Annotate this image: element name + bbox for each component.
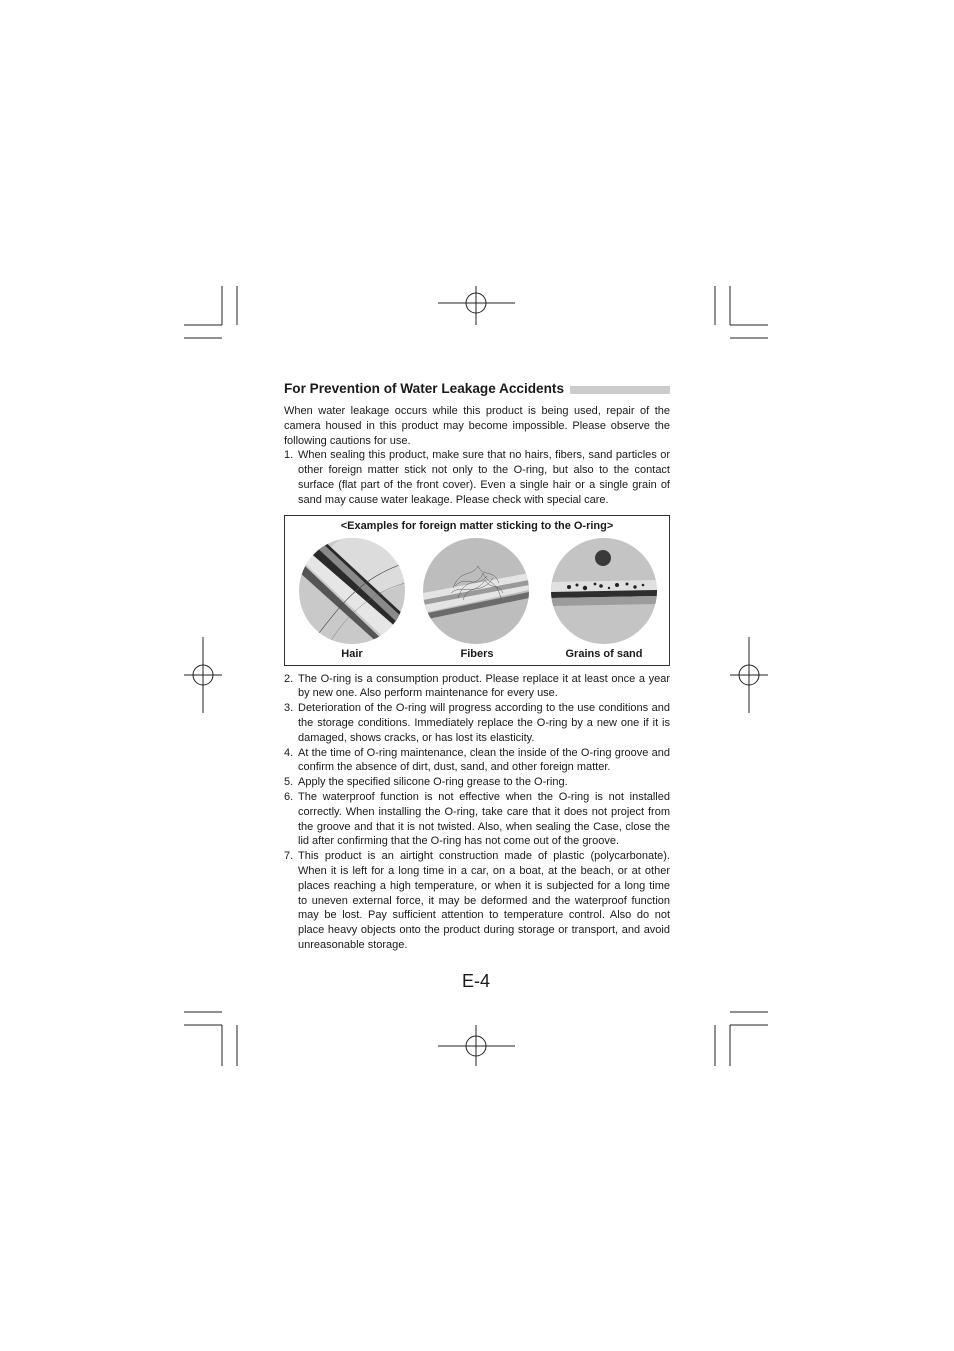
list-item: 6. The waterproof function is not effective when the O-ring is not installed correctly. When installing the O-ring, take care that it does not project from the groove and that it is not twisted. Also, when sealing the Case, close the lid after confirming that the O-ring has not come out of the groove. xyxy=(284,790,670,848)
list-item: 2. The O-ring is a consumption product. Please replace it at least once a year by new one. Also perform maintenance for every use. xyxy=(284,672,670,700)
fibers-label: Fibers xyxy=(460,647,494,660)
list-item: 4. At the time of O-ring maintenance, clean the inside of the O-ring groove and confirm the absence of dirt, dust, sand, and other foreign matter. xyxy=(284,746,670,774)
main-content xyxy=(284,380,670,953)
list-item: 7. This product is an airtight construction made of plastic (polycarbonate). When it is left for a long time in a car, on a boat, at the beach, or at other places reaching a high temperature, or when it is subjected for a long time to uneven external force, it may be deformed and the waterproof function may be lost. Pay sufficient attention to temperature control. Also do not place heavy objects onto the product during storage or transport, and avoid unreasonable storage. xyxy=(284,850,670,951)
figure-caption: <Examples for foreign matter sticking to the O-ring> xyxy=(340,519,614,532)
section-title: For Prevention of Water Leakage Accidents xyxy=(284,381,564,396)
caution-list-bottom xyxy=(284,672,670,953)
hair-label: Hair xyxy=(341,647,363,660)
hair-photo xyxy=(299,538,405,644)
intro-paragraph: When water leakage occurs while this product is being used, repair of the camera housed in this product may become impossible. Please observe the following cautions for use. xyxy=(284,405,670,447)
list-item: 3. Deterioration of the O-ring will progress according to the use conditions and the storage conditions. Immediately replace the O-ring by a new one if it is damaged, shows cracks, or has lost its elasticity. xyxy=(284,702,670,744)
page-number: E-4 xyxy=(462,971,491,991)
caution-list-top xyxy=(284,448,670,507)
sand-label: Grains of sand xyxy=(565,647,643,660)
section-heading xyxy=(284,380,670,398)
figure-box xyxy=(284,515,670,666)
list-item: 5. Apply the specified silicone O-ring grease to the O-ring. xyxy=(284,776,568,789)
sand-photo xyxy=(551,538,657,644)
heading-bar xyxy=(570,386,670,394)
figure-photos xyxy=(285,538,669,646)
fibers-photo xyxy=(423,538,529,644)
list-item: 1. When sealing this product, make sure that no hairs, fibers, sand particles or other foreign matter stick not only to the O-ring, but also to the contact surface (flat part of the front cover). Even a single hair or a single grain of sand may cause water leakage. Please check with special care. xyxy=(284,449,670,506)
